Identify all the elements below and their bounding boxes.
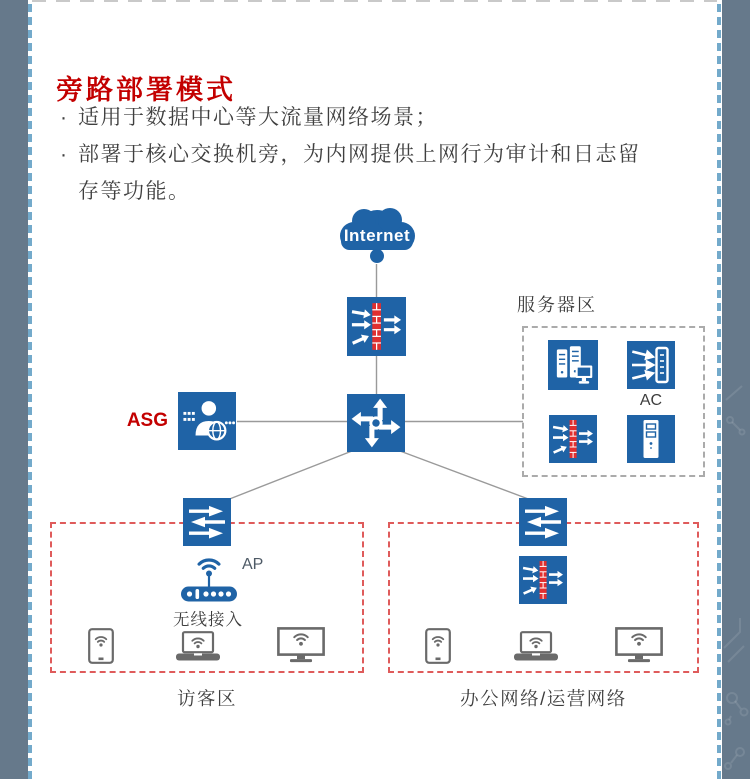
internet-cloud-icon	[325, 206, 429, 272]
bullet-item	[60, 99, 705, 136]
ap-label: AP	[242, 556, 264, 573]
bullet-text: 部署于核心交换机旁，为内网提供上网行为审计和日志留	[78, 143, 641, 166]
internet-label: Internet	[343, 226, 411, 245]
page-title: 旁路部署模式	[56, 75, 236, 106]
bullet-text: 适用于数据中心等大流量网络场景；	[78, 106, 438, 129]
bullet-text: 存等功能。	[78, 180, 191, 203]
bullet-marker: ·	[60, 143, 69, 166]
laptop-icon	[513, 631, 559, 663]
server-group-icon	[548, 340, 598, 390]
firewall-icon	[347, 297, 406, 356]
asg-label: ASG	[126, 410, 168, 431]
firewall-icon	[549, 415, 597, 463]
tablet-icon	[425, 628, 451, 664]
office-network-label: 办公网络/运营网络	[460, 688, 627, 709]
wireless-access-label: 无线接入	[173, 611, 243, 629]
core-switch-icon	[347, 394, 405, 452]
right-sidebar	[722, 0, 750, 779]
bullet-item	[60, 136, 705, 210]
ac-label: AC	[639, 392, 663, 409]
monitor-icon	[277, 627, 325, 663]
visitor-area-label: 访客区	[176, 688, 237, 709]
molecule-pattern-icon	[722, 0, 750, 779]
top-dashed-line	[32, 0, 717, 2]
laptop-icon	[175, 631, 221, 663]
lan-switch-icon	[519, 498, 567, 546]
left-sidebar	[0, 0, 28, 779]
bullet-marker: ·	[60, 106, 69, 129]
wireless-ap-icon	[180, 550, 238, 602]
tablet-icon	[88, 628, 114, 664]
firewall-icon	[519, 556, 567, 604]
bullet-list	[60, 99, 705, 210]
asg-device-icon	[177, 392, 237, 450]
access-controller-icon	[627, 341, 675, 389]
right-dashed-line	[717, 4, 721, 779]
server-tower-icon	[627, 415, 675, 463]
left-dashed-line	[28, 4, 32, 779]
monitor-icon	[615, 627, 663, 663]
server-area-label: 服务器区	[517, 295, 597, 315]
lan-switch-icon	[183, 498, 231, 546]
